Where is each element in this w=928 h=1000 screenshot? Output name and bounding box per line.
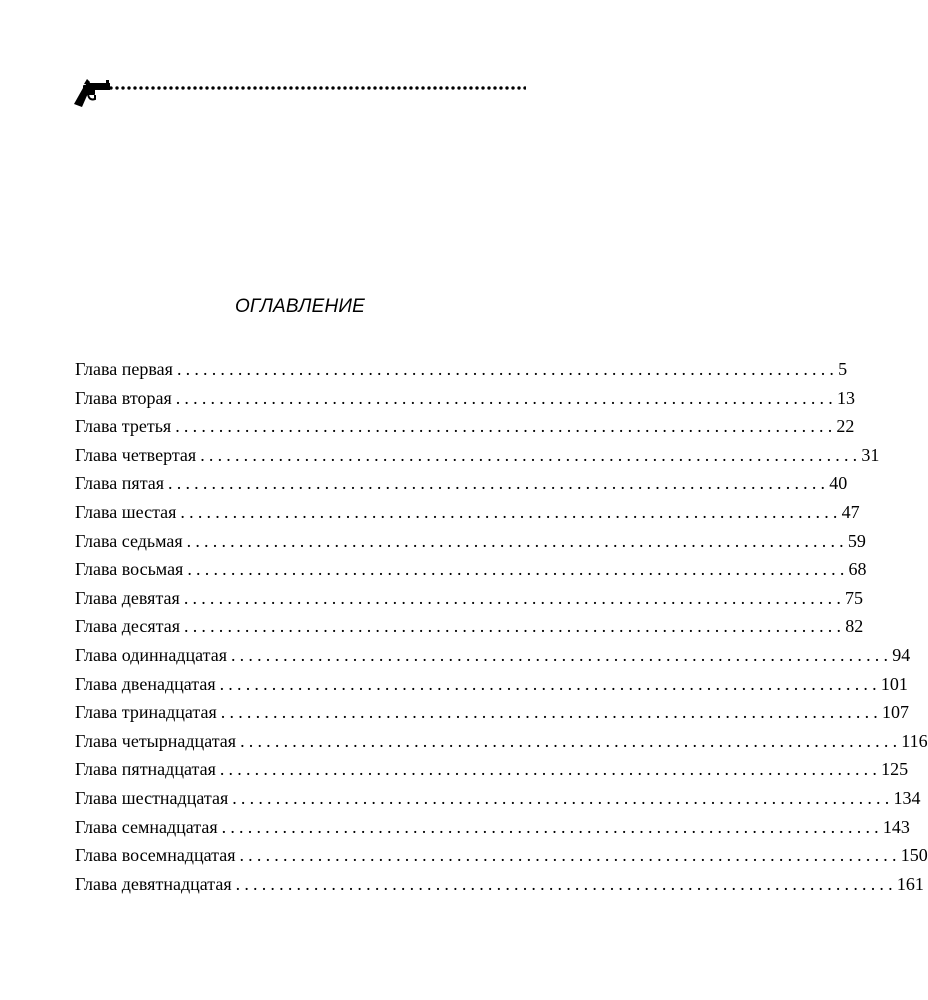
toc-entry-label: Глава одиннадцатая: [75, 644, 227, 665]
toc-row[interactable]: [75, 584, 864, 613]
dot-leader: ............................................................................: [230, 644, 893, 665]
dot-leader: ............................................................................: [235, 873, 897, 894]
toc-row[interactable]: [75, 555, 867, 584]
dot-leader: ............................................................................: [184, 616, 846, 637]
toc-title: ОГЛАВЛЕНИЕ: [234, 296, 366, 317]
toc-row[interactable]: [75, 469, 848, 498]
toc-entry-label: Глава тринадцатая: [75, 702, 217, 723]
toc-entry-page: 161: [896, 873, 924, 894]
toc-entry-page: 5: [838, 359, 848, 379]
toc-row[interactable]: [75, 527, 866, 556]
dot-leader: ............................................................................: [221, 816, 883, 837]
toc-entry-label: Глава двенадцатая: [75, 673, 216, 694]
toc-entry-page: 94: [892, 644, 911, 665]
toc-row[interactable]: [75, 441, 880, 470]
dot-leader: ............................................................................: [200, 444, 862, 465]
dot-leader: ............................................................................: [219, 759, 882, 780]
toc-entry-label: Глава шестнадцатая: [75, 787, 229, 808]
dot-leader: ............................................................................: [240, 730, 902, 751]
toc-entry-label: Глава десятая: [75, 616, 180, 637]
dotted-rule: [108, 85, 526, 91]
toc-entry-page: 107: [882, 702, 909, 723]
header-ornament: [72, 76, 528, 110]
dot-leader: ............................................................................: [232, 787, 894, 808]
toc-entry-label: Глава восемнадцатая: [75, 845, 236, 866]
toc-row[interactable]: [75, 384, 855, 413]
toc-row[interactable]: [75, 813, 910, 842]
toc-row[interactable]: [75, 841, 928, 870]
dot-leader: ............................................................................: [168, 473, 830, 494]
toc-entry-label: Глава девятая: [75, 587, 180, 608]
dot-leader: ............................................................................: [175, 387, 837, 408]
toc-entry-label: Глава четырнадцатая: [75, 730, 237, 751]
toc-entry-label: Глава пятая: [75, 473, 165, 494]
toc-entry-label: Глава вторая: [75, 387, 172, 408]
dot-leader: ............................................................................: [239, 845, 901, 866]
dot-leader: ............................................................................: [187, 559, 849, 580]
toc-entry-label: Глава восьмая: [75, 559, 184, 580]
dot-leader: ............................................................................: [175, 416, 837, 437]
toc-row[interactable]: [75, 670, 908, 699]
toc-entry-label: Глава семнадцатая: [75, 816, 218, 837]
dot-leader: ............................................................................: [176, 359, 839, 379]
toc-entry-label: Глава пятнадцатая: [75, 759, 216, 780]
dot-leader: ............................................................................: [180, 501, 842, 522]
toc-list: [75, 355, 928, 898]
toc-entry-page: 22: [836, 416, 855, 437]
toc-row[interactable]: [75, 755, 909, 784]
toc-entry-page: 143: [882, 816, 910, 837]
dot-leader: ............................................................................: [220, 702, 882, 723]
toc-entry-page: 31: [861, 444, 880, 465]
toc-entry-label: Глава девятнадцатая: [75, 873, 232, 894]
toc-row[interactable]: [75, 355, 848, 384]
toc-row[interactable]: [75, 412, 855, 441]
toc-entry-page: 82: [845, 616, 864, 637]
toc-entry-page: 40: [829, 473, 848, 494]
toc-entry-label: Глава шестая: [75, 501, 177, 522]
toc-entry-page: 47: [841, 501, 860, 522]
toc-entry-page: 13: [836, 387, 855, 408]
toc-entry-label: Глава четвертая: [75, 444, 197, 465]
toc-entry-label: Глава третья: [75, 416, 172, 437]
toc-row[interactable]: [75, 698, 909, 727]
toc-row[interactable]: [75, 641, 911, 670]
dot-leader: ............................................................................: [183, 587, 846, 608]
toc-entry-page: 134: [893, 787, 921, 808]
toc-row[interactable]: [75, 727, 928, 756]
toc-entry-page: 125: [881, 759, 909, 780]
toc-row[interactable]: [75, 870, 924, 899]
toc-entry-label: Глава первая: [75, 359, 173, 379]
toc-entry-page: 68: [848, 559, 867, 580]
toc-entry-page: 59: [847, 530, 866, 551]
revolver-icon: [72, 76, 112, 110]
toc-row[interactable]: [75, 784, 921, 813]
toc-entry-page: 101: [880, 673, 908, 694]
toc-row[interactable]: [75, 498, 860, 527]
toc-entry-label: Глава седьмая: [75, 530, 183, 551]
dot-leader: ............................................................................: [219, 673, 881, 694]
toc-row[interactable]: [75, 612, 864, 641]
dot-leader: ............................................................................: [186, 530, 848, 551]
toc-entry-page: 75: [845, 587, 864, 608]
toc-entry-page: 116: [901, 730, 928, 751]
toc-entry-page: 150: [900, 845, 928, 866]
